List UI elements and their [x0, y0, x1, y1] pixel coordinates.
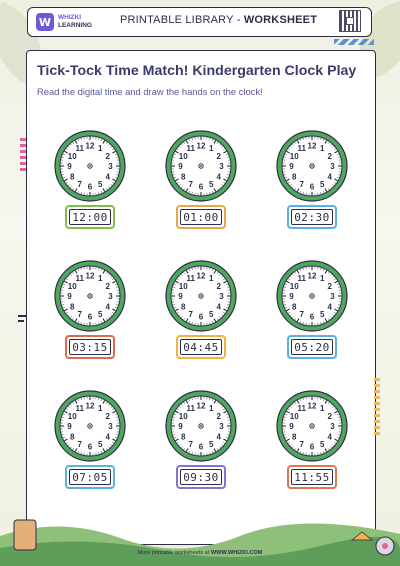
digital-time-display — [65, 205, 115, 229]
clock-number: 10 — [289, 151, 299, 161]
clock-number: 6 — [198, 312, 204, 322]
clock-number: 9 — [67, 422, 72, 431]
analog-clock-face[interactable] — [164, 389, 238, 463]
clock-number: 7 — [77, 439, 82, 449]
clock-number: 10 — [289, 281, 299, 291]
logo-icon[interactable]: W — [36, 13, 54, 31]
clock-number: 2 — [216, 411, 221, 421]
clock-number: 1 — [209, 274, 214, 284]
clock-number: 12 — [307, 141, 317, 151]
clock-number: 1 — [98, 144, 103, 154]
analog-clock-face[interactable] — [53, 129, 127, 203]
footer-site-link[interactable]: WWW.WHIZKI.COM — [210, 550, 263, 556]
clock-number: 10 — [67, 281, 77, 291]
clock-number: 8 — [70, 432, 75, 442]
digital-time-text: 07:05 — [69, 469, 111, 485]
clock-number: 9 — [67, 162, 72, 171]
clock-number: 1 — [98, 274, 103, 284]
clock-number: 12 — [196, 141, 206, 151]
clock-number: 3 — [108, 422, 113, 431]
analog-clock-face[interactable] — [53, 259, 127, 333]
clock-number: 7 — [77, 179, 82, 189]
clock-number: 7 — [299, 439, 304, 449]
clock-number: 4 — [105, 172, 110, 182]
clock-number: 2 — [327, 281, 332, 291]
clock-number: 2 — [105, 281, 110, 291]
clock-number: 11 — [297, 144, 306, 154]
digital-time-display — [65, 465, 115, 489]
clock-number: 4 — [216, 432, 221, 442]
clock-number: 7 — [188, 439, 193, 449]
clock-number: 4 — [105, 432, 110, 442]
clock-number: 4 — [327, 432, 332, 442]
clock-number: 3 — [330, 422, 335, 431]
clock-number: 10 — [178, 281, 188, 291]
clock-number: 2 — [327, 411, 332, 421]
clock-number: 5 — [209, 179, 214, 189]
qr-code-icon — [339, 10, 361, 32]
clock-number: 3 — [219, 422, 224, 431]
clock-number: 6 — [87, 312, 93, 322]
digital-time-text: 04:45 — [180, 339, 222, 355]
decorative-tick — [18, 315, 26, 317]
analog-clock-face[interactable] — [164, 129, 238, 203]
clock-number: 5 — [98, 179, 103, 189]
clock-number: 11 — [297, 404, 306, 414]
worksheet-title: Tick-Tock Time Match! Kindergarten Clock Play — [37, 63, 357, 79]
logo-wordmark[interactable]: WHIZKI LEARNING — [58, 14, 92, 29]
clock-number: 1 — [98, 404, 103, 414]
clock-number: 12 — [85, 271, 95, 281]
clock-number: 8 — [292, 302, 297, 312]
clock-number: 4 — [327, 302, 332, 312]
clock-number: 2 — [105, 151, 110, 161]
clock-number: 3 — [108, 162, 113, 171]
clock-number: 9 — [289, 162, 294, 171]
clock-number: 10 — [178, 151, 188, 161]
analog-clock-face[interactable] — [275, 259, 349, 333]
clock-number: 6 — [309, 442, 315, 452]
decorative-tick — [18, 320, 24, 322]
footer-landscape — [0, 506, 400, 566]
clock-number: 10 — [67, 151, 77, 161]
clock-number: 11 — [75, 144, 84, 154]
clock-number: 5 — [209, 439, 214, 449]
clock-number: 7 — [299, 309, 304, 319]
clock-number: 2 — [216, 151, 221, 161]
clock-number: 8 — [181, 302, 186, 312]
clock-number: 2 — [105, 411, 110, 421]
clock-number: 10 — [178, 411, 188, 421]
digital-time-display — [176, 465, 226, 489]
clock-number: 6 — [198, 442, 204, 452]
clock-number: 5 — [320, 309, 325, 319]
clock-number: 12 — [307, 401, 317, 411]
clock-number: 9 — [178, 162, 183, 171]
clock-number: 7 — [188, 179, 193, 189]
clock-number: 11 — [186, 274, 195, 284]
clock-number: 8 — [181, 432, 186, 442]
clock-number: 3 — [330, 292, 335, 301]
clock-number: 12 — [196, 401, 206, 411]
clock-number: 6 — [87, 182, 93, 192]
decorative-stripe — [374, 378, 380, 438]
worksheet-instruction: Read the digital time and draw the hands on the clock! — [37, 86, 263, 97]
clock-number: 7 — [299, 179, 304, 189]
digital-time-text: 12:00 — [69, 209, 111, 225]
clock-number: 12 — [85, 141, 95, 151]
clock-number: 9 — [289, 292, 294, 301]
digital-time-text: 03:15 — [69, 339, 111, 355]
clock-number: 8 — [292, 432, 297, 442]
clock-number: 5 — [98, 439, 103, 449]
analog-clock-face[interactable] — [53, 389, 127, 463]
clock-number: 1 — [209, 404, 214, 414]
clock-number: 9 — [178, 422, 183, 431]
digital-time-display — [65, 335, 115, 359]
clock-number: 7 — [188, 309, 193, 319]
digital-time-text: 09:30 — [180, 469, 222, 485]
clock-number: 7 — [77, 309, 82, 319]
clock-number: 4 — [216, 172, 221, 182]
clock-number: 6 — [309, 312, 315, 322]
clock-number: 11 — [297, 274, 306, 284]
clock-number: 6 — [309, 182, 315, 192]
clock-number: 4 — [105, 302, 110, 312]
header-title: PRINTABLE LIBRARY - WORKSHEET — [120, 14, 318, 26]
analog-clock-face[interactable] — [275, 129, 349, 203]
decorative-stripe — [334, 39, 374, 45]
clock-number: 11 — [75, 404, 84, 414]
digital-time-text: 02:30 — [291, 209, 333, 225]
clock-number: 3 — [330, 162, 335, 171]
digital-time-display — [176, 205, 226, 229]
clock-number: 11 — [186, 404, 195, 414]
clock-number: 11 — [75, 274, 84, 284]
digital-time-text: 01:00 — [180, 209, 222, 225]
digital-time-text: 11:55 — [291, 469, 333, 485]
clock-number: 11 — [186, 144, 195, 154]
clock-number: 9 — [67, 292, 72, 301]
clock-number: 5 — [209, 309, 214, 319]
clock-number: 12 — [307, 271, 317, 281]
clock-number: 1 — [209, 144, 214, 154]
clock-number: 3 — [219, 162, 224, 171]
clock-number: 4 — [327, 172, 332, 182]
clock-number: 3 — [108, 292, 113, 301]
clock-number: 12 — [196, 271, 206, 281]
analog-clock-face[interactable] — [164, 259, 238, 333]
clock-number: 5 — [320, 439, 325, 449]
clock-number: 4 — [216, 302, 221, 312]
analog-clock-face[interactable] — [275, 389, 349, 463]
digital-time-display — [287, 205, 337, 229]
footer-credit: More printable worksheets at WWW.WHIZKI.COM — [137, 550, 263, 556]
clock-number: 9 — [289, 422, 294, 431]
clock-number: 6 — [87, 442, 93, 452]
clock-number: 1 — [320, 404, 325, 414]
clock-number: 2 — [216, 281, 221, 291]
clock-number: 2 — [327, 151, 332, 161]
clock-number: 8 — [181, 172, 186, 182]
clock-number: 10 — [67, 411, 77, 421]
digital-time-text: 05:20 — [291, 339, 333, 355]
clock-number: 8 — [70, 302, 75, 312]
clock-number: 5 — [98, 309, 103, 319]
clock-number: 10 — [289, 411, 299, 421]
digital-time-display — [287, 465, 337, 489]
decorative-stripe — [20, 138, 26, 172]
clock-number: 8 — [292, 172, 297, 182]
clock-number: 12 — [85, 401, 95, 411]
clock-number: 9 — [178, 292, 183, 301]
clock-number: 6 — [198, 182, 204, 192]
clock-number: 3 — [219, 292, 224, 301]
clock-number: 1 — [320, 274, 325, 284]
clock-number: 1 — [320, 144, 325, 154]
clock-number: 8 — [70, 172, 75, 182]
clock-number: 5 — [320, 179, 325, 189]
header-bar — [27, 7, 372, 37]
digital-time-display — [287, 335, 337, 359]
digital-time-display — [176, 335, 226, 359]
